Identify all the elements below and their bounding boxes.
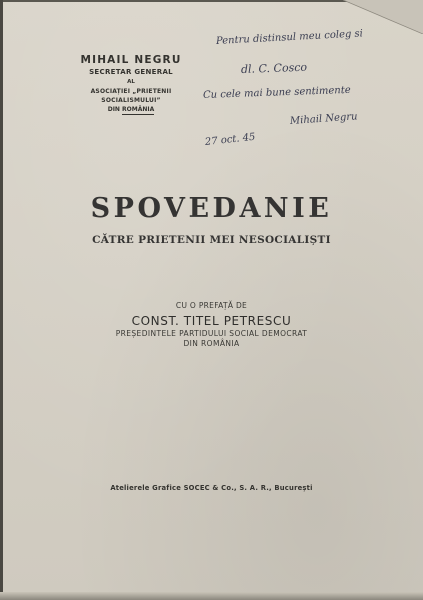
author-country-line: [66, 105, 196, 115]
preface-block: [0, 300, 423, 349]
handwritten-dedication-line-3: Cu cele mai bune sentimente: [202, 84, 351, 101]
book-subtitle: CĂTRE PRIETENII MEI NESOCIALIȘTI: [92, 234, 331, 246]
handwritten-date: 27 oct. 45: [204, 131, 256, 148]
preface-intro: CU O PREFAȚĂ DE: [175, 301, 248, 310]
preface-author-country: DIN ROMÂNIA: [183, 339, 240, 348]
handwritten-dedication-line-1: Pentru distinsul meu coleg si: [215, 28, 364, 47]
author-role: SECRETAR GENERAL: [89, 68, 173, 76]
author-country-prefix: DIN: [107, 106, 120, 113]
author-of: AL: [127, 79, 135, 85]
book-title: SPOVEDANIE: [90, 193, 333, 224]
author-block: [66, 54, 196, 115]
handwritten-dedication-line-2: dl. C. Cosco: [240, 60, 308, 76]
author-name: MIHAIL NEGRU: [80, 54, 182, 66]
publisher-imprint: Atelierele Grafice SOCEC & Co., S. A. R., București: [110, 484, 313, 492]
preface-author-role: PREȘEDINTELE PARTIDULUI SOCIAL DEMOCRAT: [115, 329, 308, 338]
author-association: ASOCIAȚIEI „PRIETENII SOCIALISMULUI”: [90, 88, 172, 104]
page-bottom-edge: [0, 592, 423, 600]
author-country: ROMÂNIA: [122, 106, 155, 113]
preface-author-name: CONST. TITEL PETRESCU: [131, 314, 292, 328]
handwritten-signature: Mihail Negru: [289, 111, 358, 127]
